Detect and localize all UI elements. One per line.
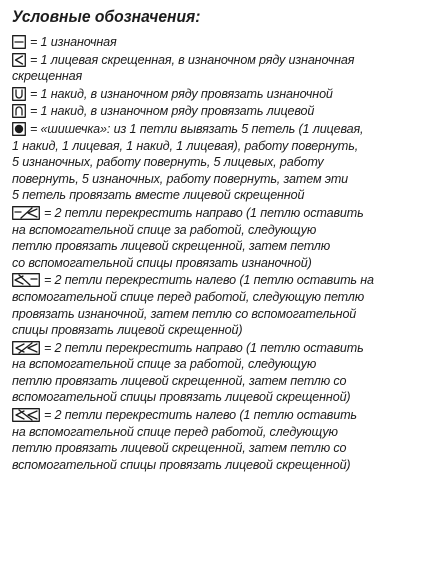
legend-item (12, 52, 425, 85)
legend-text-line (12, 138, 425, 155)
legend-text: петлю провязать лицевой скрещенной, затем петлю (12, 239, 331, 254)
legend-text-line (12, 154, 425, 171)
legend-text: = 2 петли перекрестить налево (1 петлю оставить на (44, 273, 374, 288)
cross-left-purl-symbol-icon (12, 273, 40, 287)
legend-text-line (12, 373, 425, 390)
knit-crossed-symbol-icon (12, 53, 26, 67)
legend-item (12, 34, 425, 51)
legend-text: = 1 накид, в изнаночном ряду провязать лицевой (30, 104, 315, 119)
legend-text-line (12, 457, 425, 474)
legend-text: на вспомогательной спице перед работой, следующую (12, 424, 338, 439)
legend-text: = 2 петли перекрестить налево (1 петлю оставить (44, 408, 357, 423)
legend-text-line (12, 424, 425, 441)
legend-text: = «шишечка»: из 1 петли вывязать 5 петель (1 лицевая, (30, 121, 364, 136)
legend-item (12, 205, 425, 271)
legend-text-line (12, 306, 425, 323)
legend-text-line (12, 222, 425, 239)
legend-text: провязать изнаночной, затем петлю со вспомогательной (12, 306, 357, 321)
legend-text-line (12, 86, 425, 103)
legend-item (12, 407, 425, 473)
legend-text: со вспомогательной спицы провязать изнаночной) (12, 255, 312, 270)
legend-text: 1 накид, 1 лицевая, 1 накид, 1 лицевая), работу повернуть, (12, 138, 359, 153)
legend-text-line (12, 187, 425, 204)
legend-text-line (12, 52, 425, 69)
legend-text: = 1 накид, в изнаночном ряду провязать изнаночной (30, 86, 333, 101)
legend-item (12, 103, 425, 120)
yarn-over-knit-symbol-icon (12, 104, 26, 118)
legend-text-line (12, 356, 425, 373)
legend-text-line (12, 255, 425, 272)
legend-text-line (12, 407, 425, 424)
legend-list (12, 34, 425, 473)
legend-item (12, 121, 425, 204)
legend-text: 5 изнаночных, работу повернуть, 5 лицевых, работу (12, 155, 324, 170)
legend-text-line (12, 68, 425, 85)
legend-text: = 1 изнаночная (30, 35, 117, 49)
legend-text: вспомогательной спицы провязать лицевой скрещенной) (12, 390, 351, 405)
legend-text-line (12, 171, 425, 188)
yarn-over-purl-symbol-icon (12, 87, 26, 101)
legend-text: на вспомогательной спице за работой, следующую (12, 357, 317, 372)
legend-text-line (12, 34, 425, 51)
legend-text: = 1 лицевая скрещенная, в изнаночном ряду изнаночная (30, 52, 355, 67)
legend-text-line (12, 103, 425, 120)
legend-text: 5 петель провязать вместе лицевой скрещенной (12, 188, 305, 203)
legend-text: на вспомогательной спице за работой, следующую (12, 222, 317, 237)
legend-text-line (12, 440, 425, 457)
legend-item (12, 86, 425, 103)
cross-right-knit-symbol-icon (12, 341, 40, 355)
legend-text: скрещенная (12, 69, 83, 84)
cross-right-purl-symbol-icon (12, 206, 40, 220)
legend-text-line (12, 272, 425, 289)
legend-item (12, 340, 425, 406)
legend-text: вспомогательной спицы провязать лицевой скрещенной) (12, 457, 351, 472)
purl-symbol-icon (12, 35, 26, 49)
legend-text: = 2 петли перекрестить направо (1 петлю оставить (44, 205, 364, 220)
legend-text: петлю провязать лицевой скрещенной, затем петлю со (12, 373, 347, 388)
legend-text-line (12, 238, 425, 255)
legend-text-line (12, 205, 425, 222)
legend-item (12, 272, 425, 338)
legend-text-line (12, 340, 425, 357)
legend-text: вспомогательной спице перед работой, следующую петлю (12, 289, 365, 304)
legend-text: петлю провязать лицевой скрещенной, затем петлю со (12, 441, 347, 456)
bobble-symbol-icon (12, 122, 26, 136)
page-title: Условные обозначения: (12, 7, 201, 26)
legend-text-line (12, 322, 425, 339)
legend-text: = 2 петли перекрестить направо (1 петлю оставить (44, 340, 364, 355)
legend-text: повернуть, 5 изнаночных, работу повернуть, затем эти (12, 171, 349, 186)
cross-left-knit-symbol-icon (12, 408, 40, 422)
legend-text-line (12, 289, 425, 306)
legend-text: спицы провязать лицевой скрещенной) (12, 323, 243, 338)
legend-text-line (12, 389, 425, 406)
legend-text-line (12, 121, 425, 138)
